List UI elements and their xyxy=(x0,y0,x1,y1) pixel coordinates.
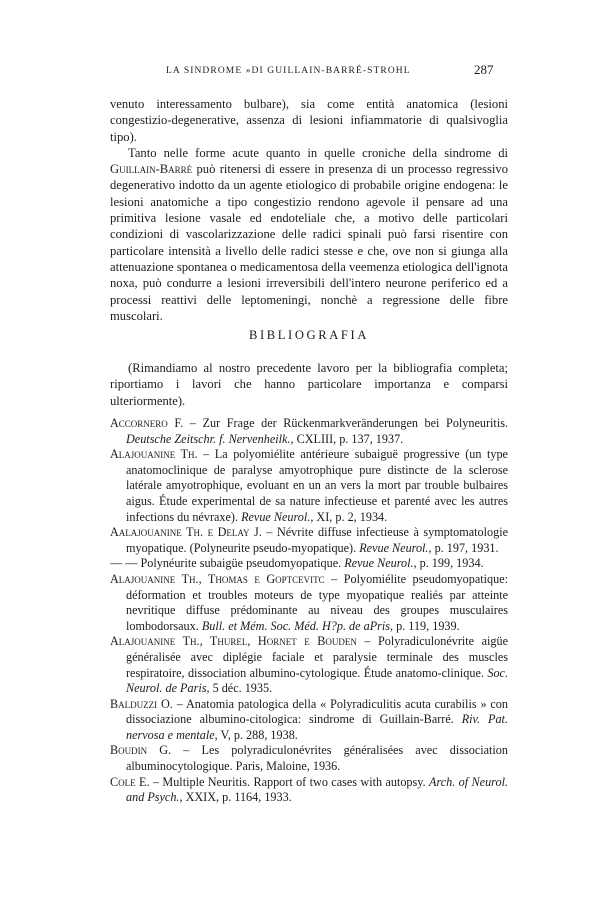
running-header: LA SINDROME »DI GUILLAIN-BARRÉ-STROHL xyxy=(166,66,411,76)
reference-journal: Arch. of Neurol. and Psych. xyxy=(126,774,509,805)
reference-text: – Polyomiélite pseudomyopatique: déformation et troubles moteurs de type myopatique realiés par atteinte nevritique diffuse prédominante au niveau des groupes musculaires lombodorsaux. xyxy=(126,571,508,633)
paragraph-1: venuto interessamento bulbare), sia come entità anatomica (lesioni congestizio-degenerative, assenza di lesioni infiammatorie di qualsivoglia tipo). xyxy=(110,97,508,144)
reference-tail: , CXLIII, p. 137, 1937. xyxy=(290,431,404,446)
reference-author: Boudin G. xyxy=(110,743,172,758)
reference-text: – Polyradiculonévrite aigüe généralisée avec diplégie faciale et paralysie terminale des muscles respiratoire, dissociation albumino-cytologique. Étude anatomo-clinique. xyxy=(126,634,508,680)
reference-entry xyxy=(110,556,508,572)
reference-journal: Revue Neurol. xyxy=(344,556,414,571)
reference-entry xyxy=(110,697,508,744)
reference-author: — — xyxy=(110,556,138,571)
paragraph-2 xyxy=(110,145,508,324)
reference-tail: , p. 119, 1939. xyxy=(390,618,460,633)
reference-author: Aalajouanine Th. e Delay J. xyxy=(110,525,262,540)
reference-author: Alajouanine Th. xyxy=(110,447,198,462)
paragraph-2-rest: può ritenersi di essere in presenza di un processo regressivo degenerativo indotto da un agente etiologico di probabile origine endogena: le lesioni anatomiche a tipo congestizio rendono agevole il pensare ad una primitiva lesione vasale ed endoteliale che, a motivo delle particolari condizioni di vascolarizzazione delle radici spinali può farsi risentire con particolare intensità a livello delle radici stesse e che, ove non si giunga alla attenuazione spontanea o medicamentosa della veemenza etiologica dell'ignota noxa, può condurre a lesioni irreversibili dell'intero neurone periferico ed a processi reattivi delle leptomeningi, nonchè a regressione delle fibre muscolari. xyxy=(110,162,508,323)
reference-journal: Revue Neurol. xyxy=(359,540,429,555)
reference-text: – Névrite diffuse infectieuse à symptomatologie myopatique. (Polyneurite pseudo-myopatique). xyxy=(126,525,508,555)
page-number: 287 xyxy=(474,62,494,77)
body-text xyxy=(110,96,508,324)
reference-journal: Riv. Pat. nervosa e mentale xyxy=(126,712,508,742)
reference-journal: Soc. Neurol. de Paris xyxy=(126,665,508,696)
reference-tail: , 5 déc. 1935. xyxy=(206,681,273,696)
reference-author: Cole E. xyxy=(110,774,150,789)
reference-entry xyxy=(110,775,508,806)
reference-author: Balduzzi O. xyxy=(110,696,173,711)
reference-author: Alajouanine Th., Thurel, Hornet e Bouden xyxy=(110,634,357,649)
reference-entry xyxy=(110,416,508,447)
reference-entry xyxy=(110,447,508,525)
reference-tail: , XXIX, p. 1164, 1933. xyxy=(179,790,292,805)
reference-journal: Deutsche Zeitschr. f. Nervenheilk. xyxy=(126,431,291,446)
reference-tail: , XI, p. 2, 1934. xyxy=(310,509,388,524)
reference-text: – Zur Frage der Rückenmarkveränderungen bei Polyneuritis. xyxy=(183,416,508,430)
reference-text: – Les polyradiculonévrites généralisées avec dissociation albuminocytologique. Paris, Maloine, 1936. xyxy=(126,743,508,774)
reference-tail: , V, p. 288, 1938. xyxy=(214,727,298,742)
paragraph-2-start: Tanto nelle forme acute quanto in quelle croniche della sindrome di xyxy=(128,145,508,160)
bibliography-note: (Rimandiamo al nostro precedente lavoro per la bibliografia completa; riportiamo i lavori che hanno particolare importanza e comparsi ulteriormente). xyxy=(110,361,508,408)
reference-list xyxy=(110,416,508,806)
reference-entry xyxy=(110,634,508,696)
reference-journal: Bull. et Mém. Soc. Méd. H?p. de aPris xyxy=(201,618,391,633)
bibliography-heading: BIBLIOGRAFIA xyxy=(248,328,370,342)
reference-entry xyxy=(110,525,508,556)
reference-text: – La polyomiélite antérieure subaiguë progressive (un type anatomoclinique de paralyse amyotrophique pure distincte de la sclerose latérale amyotrophique, evoluant en un an vers la mort par trouble bulbaires aigus. Étude experimental de sa nature infectieuse et parenté avec les autres infections du névraxe). xyxy=(126,447,508,524)
reference-author: Alajouanine Th., Thomas e Goptcevitc xyxy=(110,571,325,586)
reference-text: Polynéurite subaigüe pseudomyopatique. xyxy=(137,556,345,571)
reference-text: – Multiple Neuritis. Rapport of two cases with autopsy. xyxy=(149,774,430,789)
reference-entry xyxy=(110,743,508,774)
reference-journal: Revue Neurol. xyxy=(241,509,311,524)
reference-entry xyxy=(110,572,508,634)
reference-tail: , p. 197, 1931. xyxy=(428,540,499,555)
reference-text: – Anatomia patologica della « Polyradiculitis acuta curabilis » con dissociazione albumino-citologica: sindrome di Guillain-Barré. xyxy=(126,696,508,727)
reference-tail: , p. 199, 1934. xyxy=(413,556,484,571)
reference-author: Accornero F. xyxy=(110,416,184,430)
syndrome-name: Guillain-Barré xyxy=(110,162,193,177)
